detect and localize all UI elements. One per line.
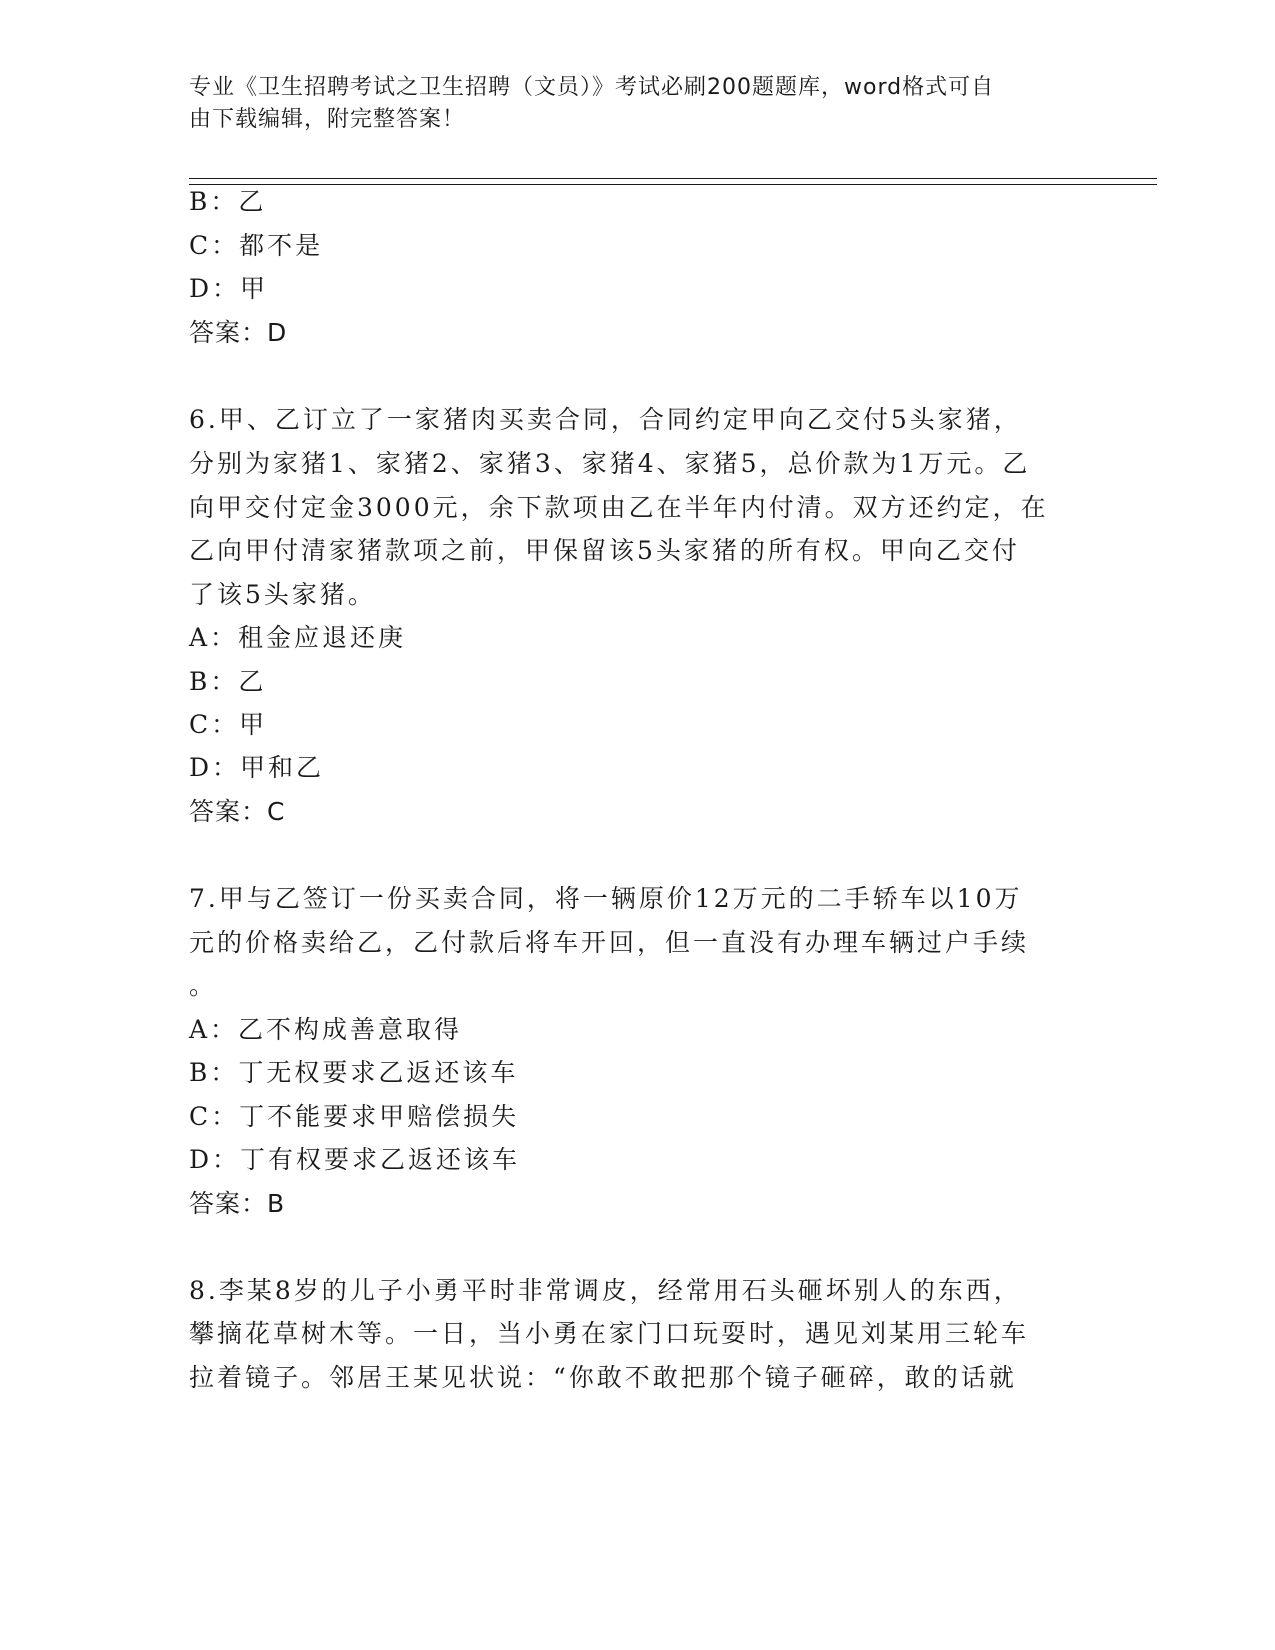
q6-option-b: B：乙 bbox=[189, 667, 267, 696]
q7-stem-line-2: 元的价格卖给乙，乙付款后将车开回，但一直没有办理车辆过户手续 bbox=[189, 928, 1030, 957]
q6-stem-line-1: 6.甲、乙订立了一家猪肉买卖合同，合同约定甲向乙交付5头家猪， bbox=[189, 405, 1022, 434]
q6-answer: 答案：C bbox=[189, 797, 286, 826]
q7-option-d: D：丁有权要求乙返还该车 bbox=[189, 1145, 521, 1174]
q6-stem-line-2: 分别为家猪1、家猪2、家猪3、家猪4、家猪5，总价款为1万元。乙 bbox=[189, 449, 1031, 478]
q7-answer: 答案：B bbox=[189, 1189, 286, 1218]
q8-stem-line-2: 攀摘花草树木等。一日，当小勇在家门口玩耍时，遇见刘某用三轮车 bbox=[189, 1319, 1030, 1348]
prev-option-c: C：都不是 bbox=[189, 231, 324, 260]
q7-option-a: A：乙不构成善意取得 bbox=[189, 1015, 463, 1044]
prev-option-d: D：甲 bbox=[189, 274, 269, 303]
q6-stem-line-4: 乙向甲付清家猪款项之前，甲保留该5头家猪的所有权。甲向乙交付 bbox=[189, 536, 1020, 565]
q7-stem-line-3: 。 bbox=[189, 971, 218, 1000]
q6-option-d: D：甲和乙 bbox=[189, 753, 325, 782]
header-line-1: 专业《卫生招聘考试之卫生招聘（文员）》考试必刷200题题库，word格式可自 bbox=[189, 75, 995, 100]
header-line-2: 由下载编辑，附完整答案！ bbox=[189, 107, 466, 132]
q6-option-c: C：甲 bbox=[189, 710, 268, 739]
q7-stem-line-1: 7.甲与乙签订一份买卖合同，将一辆原价12万元的二手轿车以10万 bbox=[189, 884, 1023, 913]
header-divider-top bbox=[189, 178, 1157, 179]
q8-stem-line-1: 8.李某8岁的儿子小勇平时非常调皮，经常用石头砸坏别人的东西， bbox=[189, 1276, 1022, 1305]
q6-option-a: A：租金应退还庚 bbox=[189, 623, 407, 652]
prev-answer: 答案：D bbox=[189, 318, 288, 347]
q7-option-c: C：丁不能要求甲赔偿损失 bbox=[189, 1102, 520, 1131]
header-divider-bottom bbox=[189, 184, 1157, 185]
q8-stem-line-3: 拉着镜子。邻居王某见状说：“你敢不敢把那个镜子砸碎，敢的话就 bbox=[189, 1363, 1017, 1392]
prev-option-b: B：乙 bbox=[189, 187, 267, 216]
document-header bbox=[189, 72, 1069, 136]
q6-stem-line-5: 了该5头家猪。 bbox=[189, 580, 376, 609]
q7-option-b: B：丁无权要求乙返还该车 bbox=[189, 1058, 519, 1087]
q6-stem-line-3: 向甲交付定金3000元，余下款项由乙在半年内付清。双方还约定，在 bbox=[189, 493, 1049, 522]
